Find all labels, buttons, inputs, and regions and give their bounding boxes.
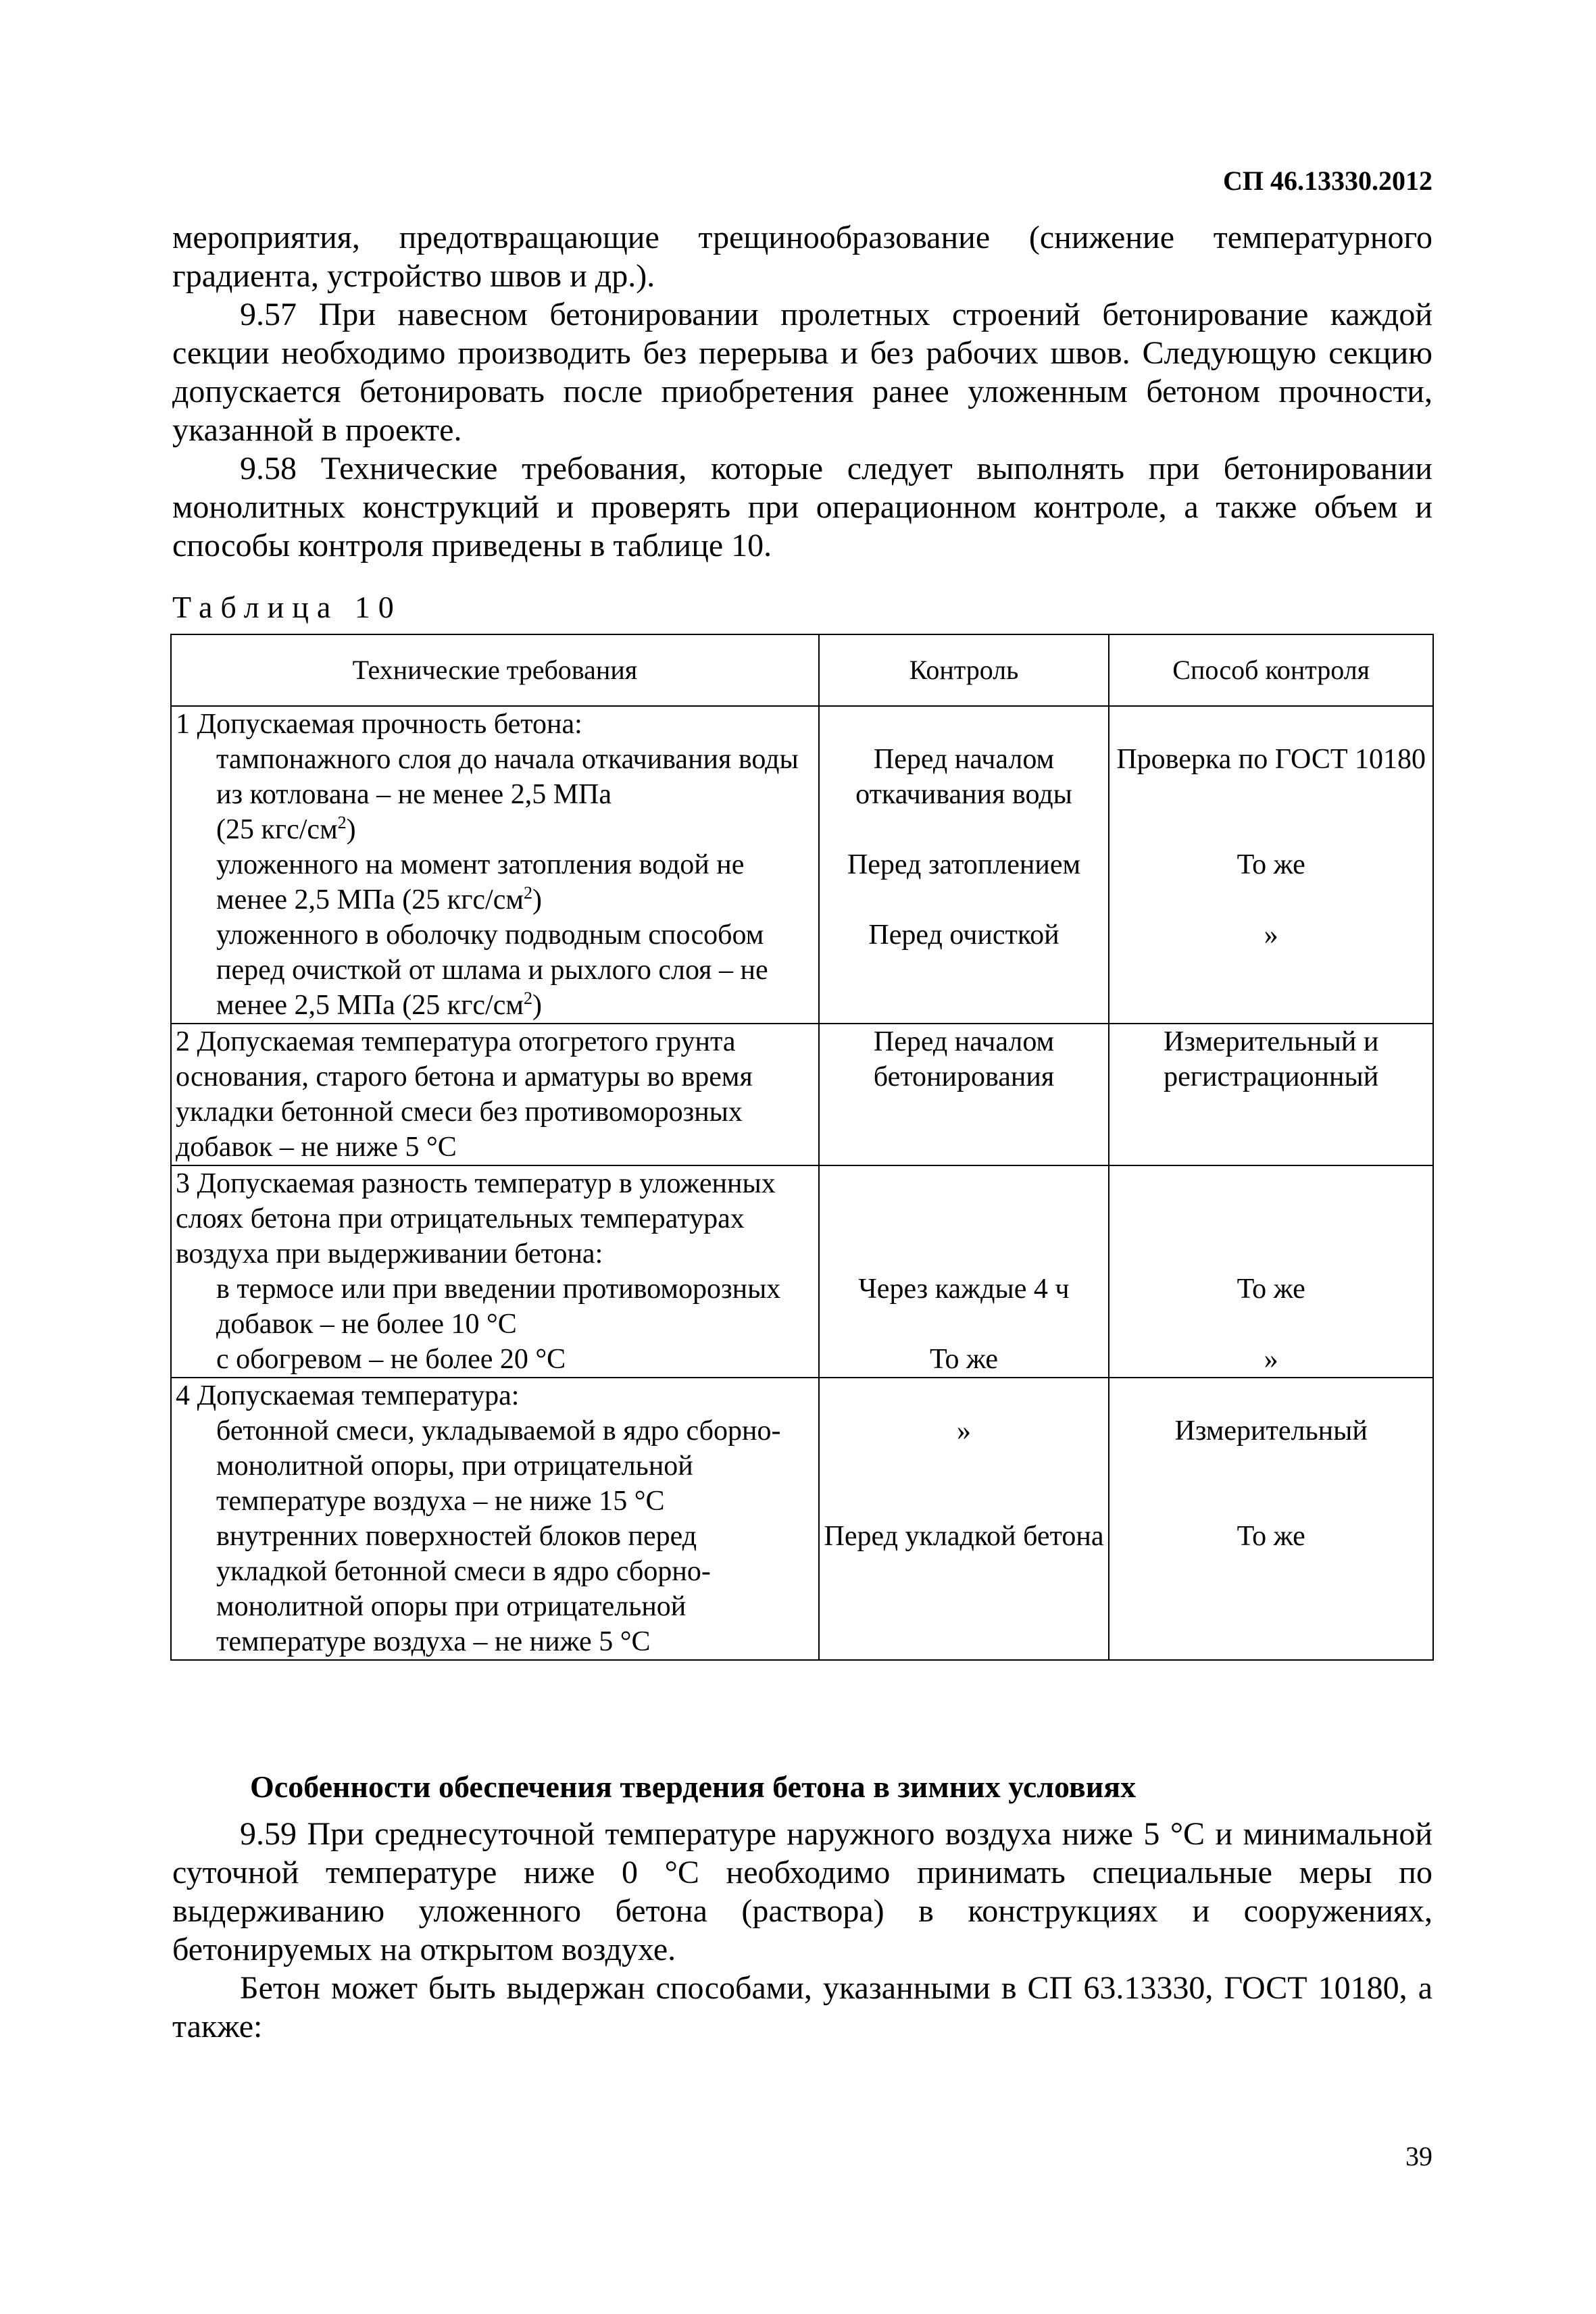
requirement-cell: внутренних поверхностей блоков перед укладкой бетонной смеси в ядро сборно-монолитной опоры при отрицательной температуре воздуха – не ниже 5 °С <box>171 1519 819 1660</box>
group-2-requirement: 2 Допускаемая температура отогретого грунта основания, старого бетона и арматуры во время укладки бетонной смеси без противоморозных добавок – не ниже 5 °С <box>171 1024 819 1165</box>
method-cell: » <box>1109 1342 1433 1378</box>
requirement-cell: тампонажного слоя до начала откачивания воды из котлована – не менее 2,5 МПа (25 кгс/$см^2$) <box>171 742 819 847</box>
paragraph-9-59: 9.59 При среднесуточной температуре наружного воздуха ниже 5 °С и минимальной суточной температуре ниже 0 °С необходимо принимать специальные меры по выдерживанию уложенного бетона (раствора) в конструкциях и сооружениях, бетонируемых на открытом воздухе. <box>172 1816 1432 1967</box>
method-cell: То же <box>1109 1519 1433 1660</box>
requirement-cell: бетонной смеси, укладываемой в ядро сборно-монолитной опоры, при отрицательной температуре воздуха – не ниже 15 °С <box>171 1413 819 1519</box>
table-row <box>171 1413 1433 1519</box>
requirement-cell: с обогревом – не более 20 °С <box>171 1342 819 1378</box>
paragraph-9-58: 9.58 Технические требования, которые следует выполнять при бетонировании монолитных конструкций и проверять при операционном контроле, а также объем и способы контроля приведены в таблице 10. <box>172 451 1432 563</box>
table-row <box>171 847 1433 917</box>
control-cell: Через каждые 4 ч <box>819 1272 1109 1342</box>
table-row <box>171 1024 1433 1165</box>
control-cell: » <box>819 1413 1109 1519</box>
table-header-row <box>171 634 1433 706</box>
method-cell: То же <box>1109 1272 1433 1342</box>
paragraph-continuation: мероприятия, предотвращающие трещинообразование (снижение температурного градиента, устройство швов и др.). <box>172 220 1432 294</box>
requirement-cell: уложенного в оболочку подводным способом перед очисткой от шлама и рыхлого слоя – не менее 2,5 МПа (25 кгс/$см^2$) <box>171 917 819 1024</box>
table-row <box>171 1378 1433 1413</box>
table-row <box>171 1519 1433 1660</box>
method-cell: То же <box>1109 847 1433 917</box>
header-requirements: Технические требования <box>171 634 819 706</box>
table-row <box>171 706 1433 742</box>
control-cell: Перед укладкой бетона <box>819 1519 1109 1660</box>
table-row <box>171 1342 1433 1378</box>
header-method: Способ контроля <box>1109 634 1433 706</box>
method-cell: Измерительный <box>1109 1413 1433 1519</box>
section-heading: Особенности обеспечения твердения бетона в зимних условиях <box>250 1769 1137 1804</box>
table-row <box>171 1272 1433 1342</box>
method-cell: Измерительный и регистрационный <box>1109 1024 1433 1165</box>
table-row <box>171 742 1433 847</box>
control-cell: То же <box>819 1342 1109 1378</box>
group-1-title: 1 Допускаемая прочность бетона: <box>171 706 819 742</box>
control-cell: Перед началом откачивания воды <box>819 742 1109 847</box>
group-4-title: 4 Допускаемая температура: <box>171 1378 819 1413</box>
header-control: Контроль <box>819 634 1109 706</box>
method-cell: Проверка по ГОСТ 10180 <box>1109 742 1433 847</box>
table-row <box>171 917 1433 1024</box>
control-cell: Перед затоплением <box>819 847 1109 917</box>
requirement-cell: уложенного на момент затопления водой не менее 2,5 МПа (25 кгс/$см^2$) <box>171 847 819 917</box>
control-cell: Перед очисткой <box>819 917 1109 1024</box>
paragraph-9-57: 9.57 При навесном бетонировании пролетных строений бетонирование каждой секции необходимо производить без перерыва и без рабочих швов. Следующую секцию допускается бетонировать после приобретения ранее уложенным бетоном прочности, указанной в проекте. <box>172 297 1432 448</box>
method-cell: » <box>1109 917 1433 1024</box>
requirements-table <box>170 634 1434 1661</box>
table-caption: Таблица 10 <box>172 590 402 624</box>
group-3-title: 3 Допускаемая разность температур в уложенных слоях бетона при отрицательных температурах воздуха при выдерживании бетона: <box>171 1165 819 1272</box>
paragraph-methods: Бетон может быть выдержан способами, указанными в СП 63.13330, ГОСТ 10180, а также: <box>172 1970 1432 2044</box>
document-code: СП 46.13330.2012 <box>1223 166 1432 196</box>
page-number: 39 <box>1405 2141 1432 2171</box>
table-row <box>171 1165 1433 1272</box>
control-cell: Перед началом бетонирования <box>819 1024 1109 1165</box>
section-text <box>172 1815 1432 2046</box>
intro-text <box>172 218 1432 565</box>
requirement-cell: в термосе или при введении противоморозных добавок – не более 10 °С <box>171 1272 819 1342</box>
